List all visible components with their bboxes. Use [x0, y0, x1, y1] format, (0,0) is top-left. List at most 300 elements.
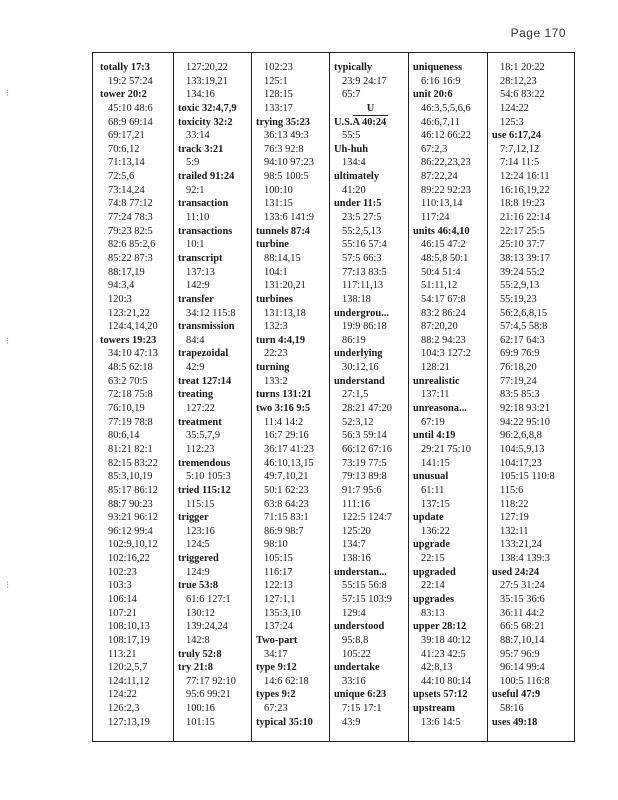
index-reference: 95:7 96:9	[500, 648, 540, 660]
index-reference: 63:2 70:5	[108, 375, 148, 387]
index-reference: 61:6 127:1	[186, 593, 231, 605]
index-reference: 108:10,13	[108, 621, 150, 633]
index-entry: trapezoidal	[178, 348, 229, 360]
index-entry: underlying	[334, 348, 383, 360]
index-reference: 131:13,18	[264, 307, 306, 319]
index-reference: 18:8 19:23	[500, 198, 545, 210]
index-entry: upgrades	[413, 593, 454, 605]
index-reference: 16:16,19,22	[500, 184, 550, 196]
index-reference: 57:4,5 58:8	[500, 321, 548, 333]
index-reference: 104:17,23	[500, 457, 542, 469]
index-entry: typically	[334, 62, 373, 73]
index-reference: 136:22	[421, 525, 450, 537]
index-reference: 111:16	[342, 498, 371, 510]
index-reference: 92:18 93:21	[500, 403, 550, 415]
index-reference: 80:6,14	[108, 430, 140, 442]
index-reference: 104:3 127:2	[421, 348, 471, 360]
section-letter-text: U	[353, 103, 389, 116]
index-entry: turbines	[256, 293, 293, 305]
index-entry: understood	[334, 621, 385, 633]
index-reference: 95:8,8	[342, 634, 369, 646]
index-reference: 81:21 82:1	[108, 443, 153, 455]
index-reference: 51:11,12	[421, 280, 458, 292]
index-reference: 91:7 95:6	[342, 484, 382, 496]
index-reference: 55:2,5,13	[342, 225, 382, 237]
index-reference: 79:13 89:8	[342, 471, 387, 483]
index-reference: 118:22	[500, 498, 529, 510]
index-entry: typical 35:10	[256, 716, 313, 728]
index-reference: 125:1	[264, 75, 288, 87]
index-entry: truly 52:8	[178, 648, 222, 660]
index-reference: 92:1	[186, 184, 205, 196]
index-entry: understand	[334, 375, 385, 387]
index-reference: 66:12 67:16	[342, 443, 392, 455]
index-reference: 33:14	[186, 130, 210, 142]
index-entry: treating	[178, 389, 214, 401]
index-column	[176, 61, 253, 741]
index-reference: 27:1,5	[342, 389, 369, 401]
index-reference: 11:10	[186, 212, 210, 224]
index-reference: 14:6 62:18	[264, 675, 309, 687]
index-entry: trailed 91:24	[178, 171, 235, 183]
index-entry: use 6:17,24	[492, 130, 542, 142]
index-reference: 23:5 27:5	[342, 212, 382, 224]
index-reference: 98:5 100:5	[264, 171, 309, 183]
index-reference: 69:9 76:9	[500, 348, 540, 360]
index-reference: 127:1,1	[264, 593, 296, 605]
index-reference: 134:16	[186, 89, 215, 101]
index-reference: 7:7,12,12	[500, 143, 540, 155]
index-entry: update	[413, 512, 444, 524]
index-reference: 117:11,13	[342, 280, 384, 292]
index-reference: 88:14,15	[264, 252, 301, 264]
index-reference: 56:2,6,8,15	[500, 307, 548, 319]
index-entry: toxic 32:4,7,9	[178, 102, 237, 114]
index-reference: 105:15 110:8	[500, 471, 555, 483]
index-reference: 84:4	[186, 334, 205, 346]
index-frame	[92, 52, 575, 742]
index-reference: 57:5 66:3	[342, 252, 382, 264]
index-entry: transmission	[178, 321, 235, 333]
index-reference: 42:9	[186, 362, 205, 374]
index-reference: 41:20	[342, 184, 366, 196]
index-reference: 83:13	[421, 607, 445, 619]
index-reference: 39:24 55:2	[500, 266, 545, 278]
index-reference: 27:5 31:24	[500, 580, 545, 592]
index-reference: 104:1	[264, 266, 288, 278]
index-reference: 126:2,3	[108, 703, 140, 715]
index-reference: 48:5 62:18	[108, 362, 153, 374]
index-reference: 125:3	[500, 116, 524, 128]
index-reference: 73:14,24	[108, 184, 145, 196]
index-reference: 67:23	[264, 703, 288, 715]
index-reference: 55:19,23	[500, 293, 537, 305]
index-reference: 103:3	[108, 580, 132, 592]
index-reference: 18:1 20:22	[500, 62, 545, 73]
index-reference: 131:20,21	[264, 280, 306, 292]
binding-mark: ⁝	[6, 336, 10, 347]
index-entry: understan...	[334, 566, 387, 578]
index-reference: 77:13 83:5	[342, 266, 387, 278]
index-reference: 102:9,10,12	[108, 539, 158, 551]
index-reference: 50:4 51:4	[421, 266, 461, 278]
index-reference: 77:24 78:3	[108, 212, 153, 224]
index-reference: 110:13,14	[421, 198, 463, 210]
index-reference: 102:23	[264, 62, 293, 73]
index-reference: 85:17 86:12	[108, 484, 158, 496]
index-reference: 104:5,9,13	[500, 443, 545, 455]
index-reference: 127:22	[186, 403, 215, 415]
index-reference: 79:23 82:5	[108, 225, 153, 237]
index-reference: 127:13,19	[108, 716, 150, 728]
index-reference: 55:16 57:4	[342, 239, 387, 251]
index-reference: 124:22	[108, 689, 137, 701]
index-entry: towers 19:23	[100, 334, 157, 346]
index-reference: 96:2,6,8,8	[500, 430, 542, 442]
index-entry: unrealistic	[413, 375, 460, 387]
index-reference: 46:12 66:22	[421, 130, 471, 142]
index-reference: 19:2 57:24	[108, 75, 153, 87]
index-reference: 130:12	[186, 607, 215, 619]
index-entry: Two-part	[256, 634, 298, 646]
index-entry: totally 17:3	[100, 62, 150, 73]
index-reference: 100:5 116:8	[500, 675, 550, 687]
index-reference: 54:17 67:8	[421, 293, 466, 305]
index-reference: 102:16,22	[108, 553, 150, 565]
index-reference: 46:3,5,5,6,6	[421, 102, 471, 114]
index-reference: 86:19	[342, 334, 366, 346]
index-reference: 71:13,14	[108, 157, 145, 169]
index-entry: upper 28:12	[413, 621, 467, 633]
index-reference: 35:15 36:6	[500, 593, 545, 605]
index-entry: track 3:21	[178, 143, 224, 155]
index-entry: treat 127:14	[178, 375, 232, 387]
index-column	[98, 61, 175, 741]
index-reference: 16:7 29:16	[264, 430, 309, 442]
index-reference: 106:14	[108, 593, 137, 605]
index-entry: unusual	[413, 471, 449, 483]
index-reference: 124:9	[186, 566, 210, 578]
index-reference: 76:3 92:8	[264, 143, 304, 155]
index-reference: 77:19 78:8	[108, 416, 153, 428]
index-reference: 128:15	[264, 89, 293, 101]
index-reference: 55:15 56:8	[342, 580, 387, 592]
index-column	[254, 61, 331, 741]
index-reference: 87:20,20	[421, 321, 458, 333]
index-entry: upgrade	[413, 539, 450, 551]
index-reference: 105:15	[264, 553, 293, 565]
index-entry: toxicity 32:2	[178, 116, 233, 128]
section-letter	[332, 102, 409, 116]
index-reference: 120:3	[108, 293, 132, 305]
index-reference: 96:14 99:4	[500, 662, 545, 674]
index-reference: 67:2,3	[421, 143, 448, 155]
index-reference: 22:15	[421, 553, 445, 565]
index-reference: 72:5,6	[108, 171, 135, 183]
index-entry: trigger	[178, 512, 209, 524]
index-reference: 38:13 39:17	[500, 252, 550, 264]
index-reference: 22:23	[264, 348, 288, 360]
index-entry: uses 49:18	[492, 716, 538, 728]
index-reference: 7:14 11:5	[500, 157, 540, 169]
index-reference: 138:16	[342, 553, 371, 565]
index-reference: 41:23 42:5	[421, 648, 466, 660]
index-reference: 88:2 94:23	[421, 334, 466, 346]
index-reference: 137:11	[421, 389, 450, 401]
index-reference: 77:19,24	[500, 375, 537, 387]
index-reference: 83:5 85:3	[500, 389, 540, 401]
index-reference: 46:15 47:2	[421, 239, 466, 251]
binding-mark: ⁝	[6, 580, 10, 591]
index-reference: 86:22,23,23	[421, 157, 471, 169]
index-entry: turning	[256, 362, 290, 374]
index-reference: 76:18,20	[500, 362, 537, 374]
index-reference: 93:21 96:12	[108, 512, 158, 524]
index-reference: 35:5,7,9	[186, 430, 221, 442]
index-reference: 43:9	[342, 716, 361, 728]
index-reference: 22:14	[421, 580, 445, 592]
index-reference: 94:3,4	[108, 280, 135, 292]
index-entry: triggered	[178, 553, 219, 565]
index-reference: 108:17,19	[108, 634, 150, 646]
index-entry: Uh-huh	[334, 143, 369, 155]
index-entry: used 24:24	[492, 566, 540, 578]
index-reference: 55:5	[342, 130, 361, 142]
index-reference: 48:5,8 50:1	[421, 252, 469, 264]
index-reference: 28:12,23	[500, 75, 537, 87]
index-reference: 22:17 25:5	[500, 225, 545, 237]
index-reference: 107:21	[108, 607, 137, 619]
index-column	[332, 61, 409, 741]
index-reference: 13:6 14:5	[421, 716, 461, 728]
index-entry: unit 20:6	[413, 89, 453, 101]
index-reference: 100:10	[264, 184, 293, 196]
index-reference: 89:22 92:23	[421, 184, 471, 196]
index-reference: 7:15 17:1	[342, 703, 382, 715]
index-reference: 50:1 62:23	[264, 484, 309, 496]
index-reference: 96:12 99:4	[108, 525, 153, 537]
index-reference: 45:10 48:6	[108, 102, 153, 114]
index-reference: 63:8 64:23	[264, 498, 309, 510]
index-reference: 133:21,24	[500, 539, 542, 551]
index-entry: uniqueness	[413, 62, 463, 73]
index-reference: 55:2,9,13	[500, 280, 540, 292]
index-reference: 56:3 59:14	[342, 430, 387, 442]
index-reference: 28:21 47:20	[342, 403, 392, 415]
index-reference: 85:22 87:3	[108, 252, 153, 264]
column-divider	[173, 53, 174, 741]
index-reference: 49:7,10,21	[264, 471, 309, 483]
index-reference: 120:2,5,7	[108, 662, 148, 674]
index-entry: until 4:19	[413, 430, 456, 442]
binding-mark: ⁝	[6, 88, 10, 99]
index-entry: turn 4:4,19	[256, 334, 306, 346]
index-reference: 94:22 95:10	[500, 416, 550, 428]
index-entry: unique 6:23	[334, 689, 387, 701]
index-reference: 29:21 75:10	[421, 443, 471, 455]
index-entry: try 21:8	[178, 662, 213, 674]
index-entry: undertake	[334, 662, 380, 674]
index-reference: 11:4 14:2	[264, 416, 304, 428]
column-divider	[251, 53, 252, 741]
index-reference: 73:19 77:5	[342, 457, 387, 469]
index-reference: 69:17,21	[108, 130, 145, 142]
index-reference: 85:3,10,19	[108, 471, 153, 483]
index-entry: unreasona...	[413, 403, 467, 415]
index-reference: 133:2	[264, 375, 288, 387]
index-reference: 125:20	[342, 525, 371, 537]
index-reference: 77:17 92:10	[186, 675, 236, 687]
column-divider	[408, 53, 409, 741]
index-reference: 123:16	[186, 525, 215, 537]
index-entry: treatment	[178, 416, 222, 428]
index-reference: 137:24	[264, 621, 293, 633]
index-reference: 124:5	[186, 539, 210, 551]
index-entry: under 11:5	[334, 198, 382, 210]
index-reference: 52:3,12	[342, 416, 374, 428]
index-reference: 33:16	[342, 675, 366, 687]
index-entry: U.S.A 40:24	[334, 116, 387, 128]
index-entry: tunnels 87:4	[256, 225, 310, 237]
index-reference: 116:17	[264, 566, 293, 578]
index-reference: 88:7,10,14	[500, 634, 545, 646]
index-reference: 86:9 98:7	[264, 525, 304, 537]
index-reference: 123:21,22	[108, 307, 150, 319]
index-entry: useful 47:9	[492, 689, 541, 701]
index-reference: 74:8 77:12	[108, 198, 153, 210]
index-reference: 30:12,16	[342, 362, 379, 374]
column-divider	[329, 53, 330, 741]
index-entry: units 46:4,10	[413, 225, 470, 237]
index-reference: 58:16	[500, 703, 524, 715]
index-reference: 124:4,14,20	[108, 321, 158, 333]
index-reference: 21:16 22:14	[500, 212, 550, 224]
index-entry: trying 35:23	[256, 116, 310, 128]
index-reference: 127:19	[500, 512, 529, 524]
index-reference: 67:19	[421, 416, 445, 428]
index-reference: 12:24 16:11	[500, 171, 550, 183]
index-reference: 82:15 83:22	[108, 457, 158, 469]
index-reference: 115:6	[500, 484, 524, 496]
index-entry: transactions	[178, 225, 233, 237]
index-reference: 95:6 99:21	[186, 689, 231, 701]
index-entry: transcript	[178, 252, 223, 264]
index-reference: 88:17,19	[108, 266, 145, 278]
index-reference: 36:13 49:3	[264, 130, 309, 142]
index-entry: ultimately	[334, 171, 380, 183]
index-reference: 70:6,12	[108, 143, 140, 155]
index-entry: type 9:12	[256, 662, 297, 674]
index-reference: 132:3	[264, 321, 288, 333]
index-entry: upgraded	[413, 566, 456, 578]
index-reference: 112:23	[186, 443, 215, 455]
index-reference: 137:15	[421, 498, 450, 510]
index-reference: 117:24	[421, 212, 450, 224]
index-reference: 128:21	[421, 362, 450, 374]
index-reference: 134:4	[342, 157, 366, 169]
index-reference: 101:15	[186, 716, 215, 728]
index-entry: upsets 57:12	[413, 689, 468, 701]
index-entry: undergrou...	[334, 307, 389, 319]
index-reference: 83:2 86:24	[421, 307, 466, 319]
index-reference: 105:22	[342, 648, 371, 660]
index-reference: 100:16	[186, 703, 215, 715]
index-reference: 19:9 86:18	[342, 321, 387, 333]
index-reference: 142:8	[186, 634, 210, 646]
index-reference: 36:17 41:23	[264, 443, 314, 455]
index-reference: 134:7	[342, 539, 366, 551]
index-reference: 5:10 105:3	[186, 471, 231, 483]
index-reference: 133:19,21	[186, 75, 228, 87]
index-reference: 137:13	[186, 266, 215, 278]
index-reference: 42:8,13	[421, 662, 453, 674]
index-reference: 132:11	[500, 525, 529, 537]
index-reference: 102:23	[108, 566, 137, 578]
index-reference: 25:10 37:7	[500, 239, 545, 251]
index-reference: 23:9 24:17	[342, 75, 387, 87]
index-reference: 68:9 69:14	[108, 116, 153, 128]
index-reference: 62:17 64:3	[500, 334, 545, 346]
index-reference: 138:4 139:3	[500, 553, 550, 565]
index-column	[411, 61, 488, 741]
index-entry: types 9:2	[256, 689, 296, 701]
index-reference: 131:15	[264, 198, 293, 210]
index-reference: 82:6 85:2,6	[108, 239, 156, 251]
index-reference: 87:22,24	[421, 171, 458, 183]
index-reference: 115:15	[186, 498, 215, 510]
index-reference: 133:17	[264, 102, 293, 114]
index-reference: 139:24,24	[186, 621, 228, 633]
index-reference: 76:10,19	[108, 403, 145, 415]
index-reference: 46:6,7,11	[421, 116, 460, 128]
index-entry: two 3:16 9:5	[256, 403, 311, 415]
index-reference: 133:6 141:9	[264, 212, 314, 224]
index-entry: turns 131:21	[256, 389, 312, 401]
index-reference: 72:18 75:8	[108, 389, 153, 401]
index-entry: upstream	[413, 703, 455, 715]
index-reference: 71:15 83:1	[264, 512, 309, 524]
column-divider	[487, 53, 488, 741]
index-reference: 94:10 97:23	[264, 157, 314, 169]
index-entry: tremendous	[178, 457, 231, 469]
index-reference: 46:10,13,15	[264, 457, 314, 469]
index-reference: 61:11	[421, 484, 445, 496]
index-reference: 113:21	[108, 648, 137, 660]
index-column	[490, 61, 567, 741]
index-reference: 34:10 47:13	[108, 348, 158, 360]
index-reference: 10:1	[186, 239, 205, 251]
index-reference: 124:11,12	[108, 675, 150, 687]
index-reference: 135:3,10	[264, 607, 301, 619]
index-reference: 66:5 68:21	[500, 621, 545, 633]
index-reference: 127:20,22	[186, 62, 228, 73]
index-reference: 122:5 124:7	[342, 512, 392, 524]
index-reference: 65:7	[342, 89, 361, 101]
index-reference: 98:10	[264, 539, 288, 551]
index-reference: 138:18	[342, 293, 371, 305]
index-reference: 129:4	[342, 607, 366, 619]
index-entry: true 53:8	[178, 580, 219, 592]
index-reference: 36:11 44:2	[500, 607, 545, 619]
index-reference: 44:10 80:14	[421, 675, 471, 687]
index-reference: 141:15	[421, 457, 450, 469]
index-reference: 88:7 90:23	[108, 498, 153, 510]
index-reference: 34:17	[264, 648, 288, 660]
index-reference: 5:9	[186, 157, 200, 169]
index-reference: 124:22	[500, 102, 529, 114]
index-reference: 6:16 16:9	[421, 75, 461, 87]
index-entry: transfer	[178, 293, 214, 305]
